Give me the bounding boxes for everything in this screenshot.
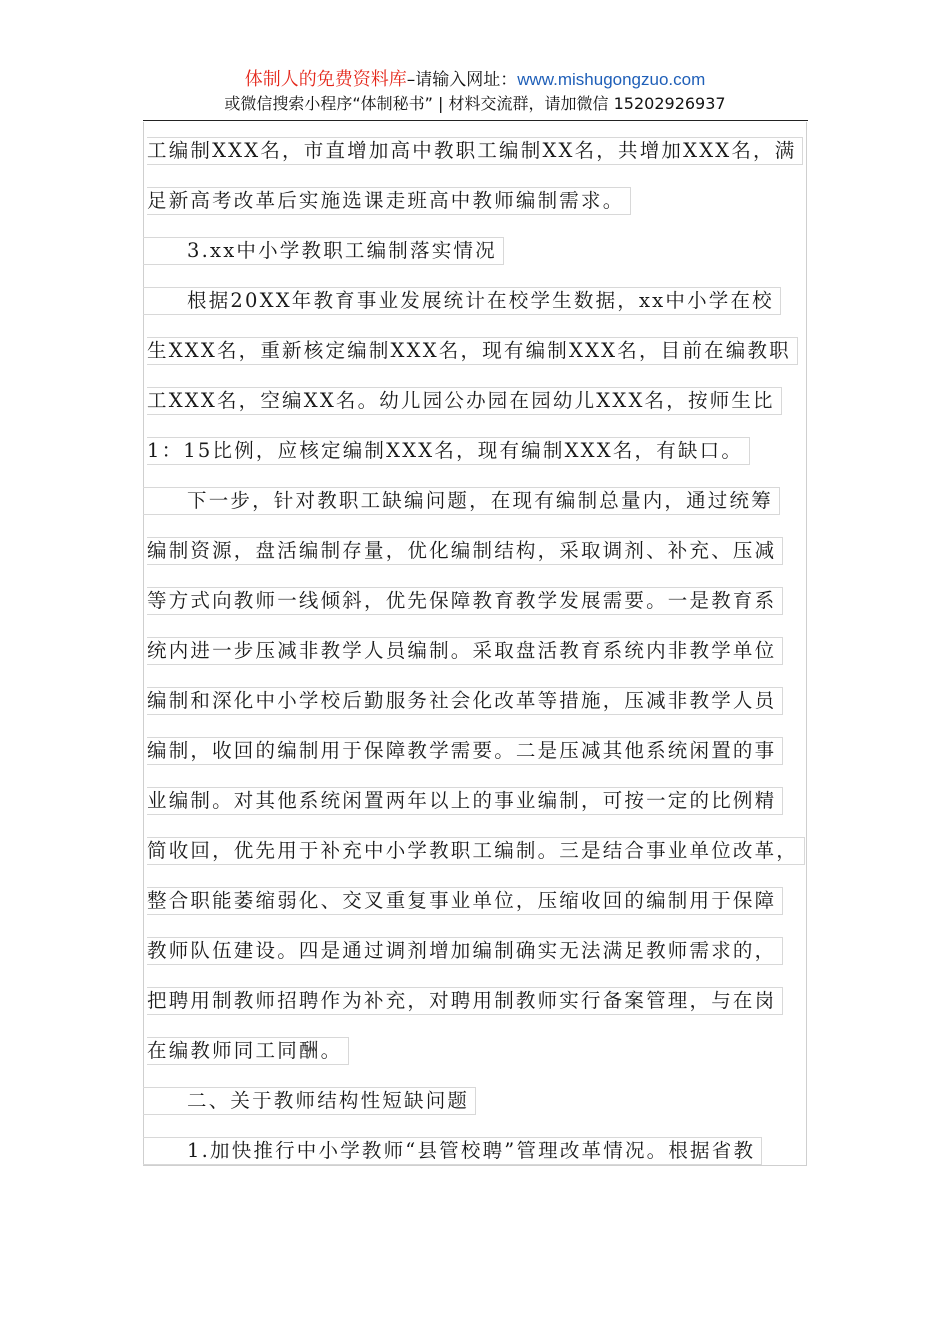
document-body xyxy=(147,125,807,1175)
text-line: 整合职能萎缩弱化、交叉重复事业单位，压缩收回的编制用于保障 xyxy=(147,875,807,925)
text-line: 在编教师同工同酬。 xyxy=(147,1025,807,1075)
text-line: 编制和深化中小学校后勤服务社会化改革等措施，压减非教学人员 xyxy=(147,675,807,725)
header-line-1 xyxy=(0,68,950,92)
document-header xyxy=(0,68,950,116)
text-line: 下一步，针对教职工缺编问题，在现有编制总量内，通过统筹 xyxy=(147,475,807,525)
header-divider xyxy=(143,120,808,121)
section-heading: 3.xx中小学教职工编制落实情况 xyxy=(147,225,807,275)
header-line-2: 或微信搜索小程序“体制秘书” | 材料交流群，请加微信 15202926937 xyxy=(224,94,726,113)
text-line: 等方式向教师一线倾斜，优先保障教育教学发展需要。一是教育系 xyxy=(147,575,807,625)
text-line: 编制资源，盘活编制存量，优化编制结构，采取调剂、补充、压减 xyxy=(147,525,807,575)
text-line: 把聘用制教师招聘作为补充，对聘用制教师实行备案管理，与在岗 xyxy=(147,975,807,1025)
website-link[interactable]: www.mishugongzuo.com xyxy=(517,70,706,89)
section-heading: 二、关于教师结构性短缺问题 xyxy=(147,1075,807,1125)
text-line: 简收回，优先用于补充中小学教职工编制。三是结合事业单位改革， xyxy=(147,825,807,875)
text-line: 教师队伍建设。四是通过调剂增加编制确实无法满足教师需求的， xyxy=(147,925,807,975)
text-line: 工XXX名，空编XX名。幼儿园公办园在园幼儿XXX名，按师生比 xyxy=(147,375,807,425)
text-line: 工编制XXX名，市直增加高中教职工编制XX名，共增加XXX名，满 xyxy=(147,125,807,175)
text-line: 业编制。对其他系统闲置两年以上的事业编制，可按一定的比例精 xyxy=(147,775,807,825)
text-line: 根据20XX年教育事业发展统计在校学生数据，xx中小学在校 xyxy=(147,275,807,325)
text-line: 编制，收回的编制用于保障教学需要。二是压减其他系统闲置的事 xyxy=(147,725,807,775)
brand-title: 体制人的免费资料库 xyxy=(244,69,407,90)
text-line: 足新高考改革后实施选课走班高中教师编制需求。 xyxy=(147,175,807,225)
text-line: 统内进一步压减非教学人员编制。采取盘活教育系统内非教学单位 xyxy=(147,625,807,675)
text-line: 1：15比例，应核定编制XXX名，现有编制XXX名，有缺口。 xyxy=(147,425,807,475)
text-line: 生XXX名，重新核定编制XXX名，现有编制XXX名，目前在编教职 xyxy=(147,325,807,375)
text-line: 1.加快推行中小学教师“县管校聘”管理改革情况。根据省教 xyxy=(147,1125,807,1175)
url-prompt: –请输入网址： xyxy=(406,70,518,90)
